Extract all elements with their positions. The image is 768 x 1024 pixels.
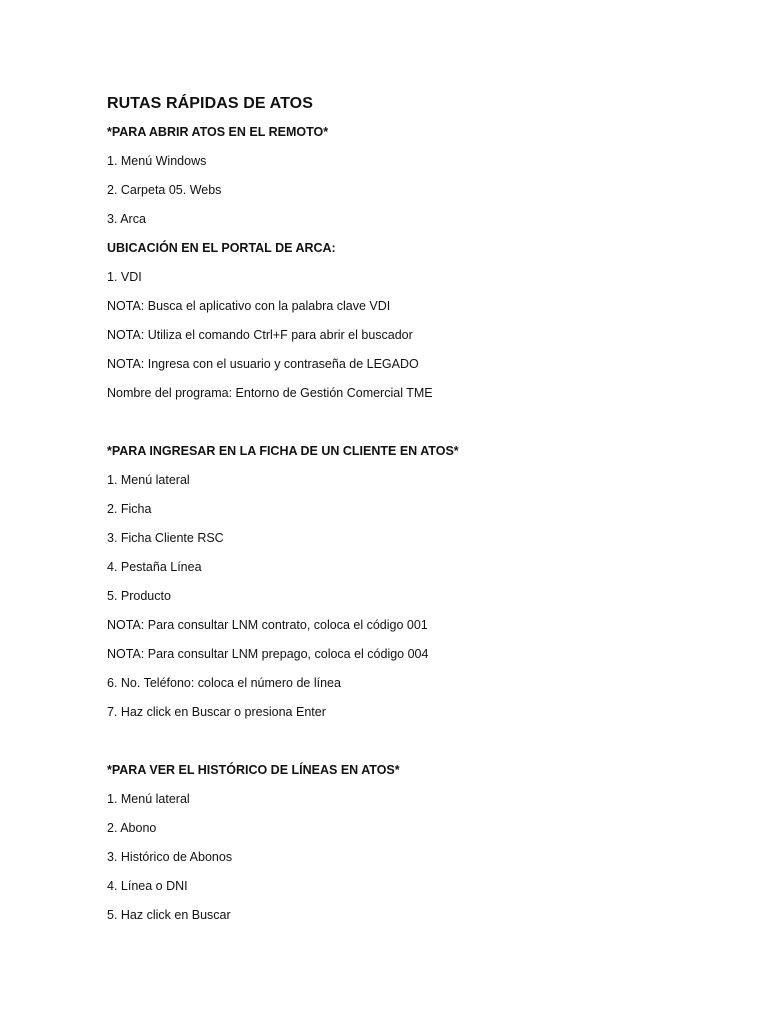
section-heading: *PARA ABRIR ATOS EN EL REMOTO* <box>107 125 329 139</box>
section-spacer <box>107 414 707 443</box>
list-item: 4. Pestaña Línea <box>107 560 202 574</box>
note-item: NOTA: Para consultar LNM prepago, coloca el código 004 <box>107 647 429 661</box>
note-item: NOTA: Utiliza el comando Ctrl+F para abrir el buscador <box>107 328 413 342</box>
list-item: 3. Arca <box>107 212 146 226</box>
list-item: 1. Menú lateral <box>107 792 190 806</box>
note-item: NOTA: Busca el aplicativo con la palabra clave VDI <box>107 299 391 313</box>
list-item: 4. Línea o DNI <box>107 879 188 893</box>
list-item: 1. VDI <box>107 270 142 284</box>
list-item: 7. Haz click en Buscar o presiona Enter <box>107 705 326 719</box>
program-name: Nombre del programa: Entorno de Gestión Comercial TME <box>107 386 433 400</box>
list-item: 6. No. Teléfono: coloca el número de línea <box>107 676 341 690</box>
section-spacer <box>107 733 707 762</box>
list-item: 2. Ficha <box>107 502 152 516</box>
list-item: 1. Menú lateral <box>107 473 190 487</box>
list-item: 5. Producto <box>107 589 171 603</box>
document-title: RUTAS RÁPIDAS DE ATOS <box>107 95 313 112</box>
note-item: NOTA: Para consultar LNM contrato, coloca el código 001 <box>107 618 428 632</box>
section-heading: *PARA VER EL HISTÓRICO DE LÍNEAS EN ATOS* <box>107 763 400 777</box>
subsection-heading: UBICACIÓN EN EL PORTAL DE ARCA: <box>107 241 336 255</box>
document-page <box>107 93 707 936</box>
note-item: NOTA: Ingresa con el usuario y contraseña de LEGADO <box>107 357 419 371</box>
list-item: 2. Abono <box>107 821 157 835</box>
list-item: 5. Haz click en Buscar <box>107 908 231 922</box>
list-item: 3. Histórico de Abonos <box>107 850 233 864</box>
list-item: 1. Menú Windows <box>107 154 207 168</box>
section-heading: *PARA INGRESAR EN LA FICHA DE UN CLIENTE EN ATOS* <box>107 444 459 458</box>
list-item: 3. Ficha Cliente RSC <box>107 531 224 545</box>
list-item: 2. Carpeta 05. Webs <box>107 183 222 197</box>
